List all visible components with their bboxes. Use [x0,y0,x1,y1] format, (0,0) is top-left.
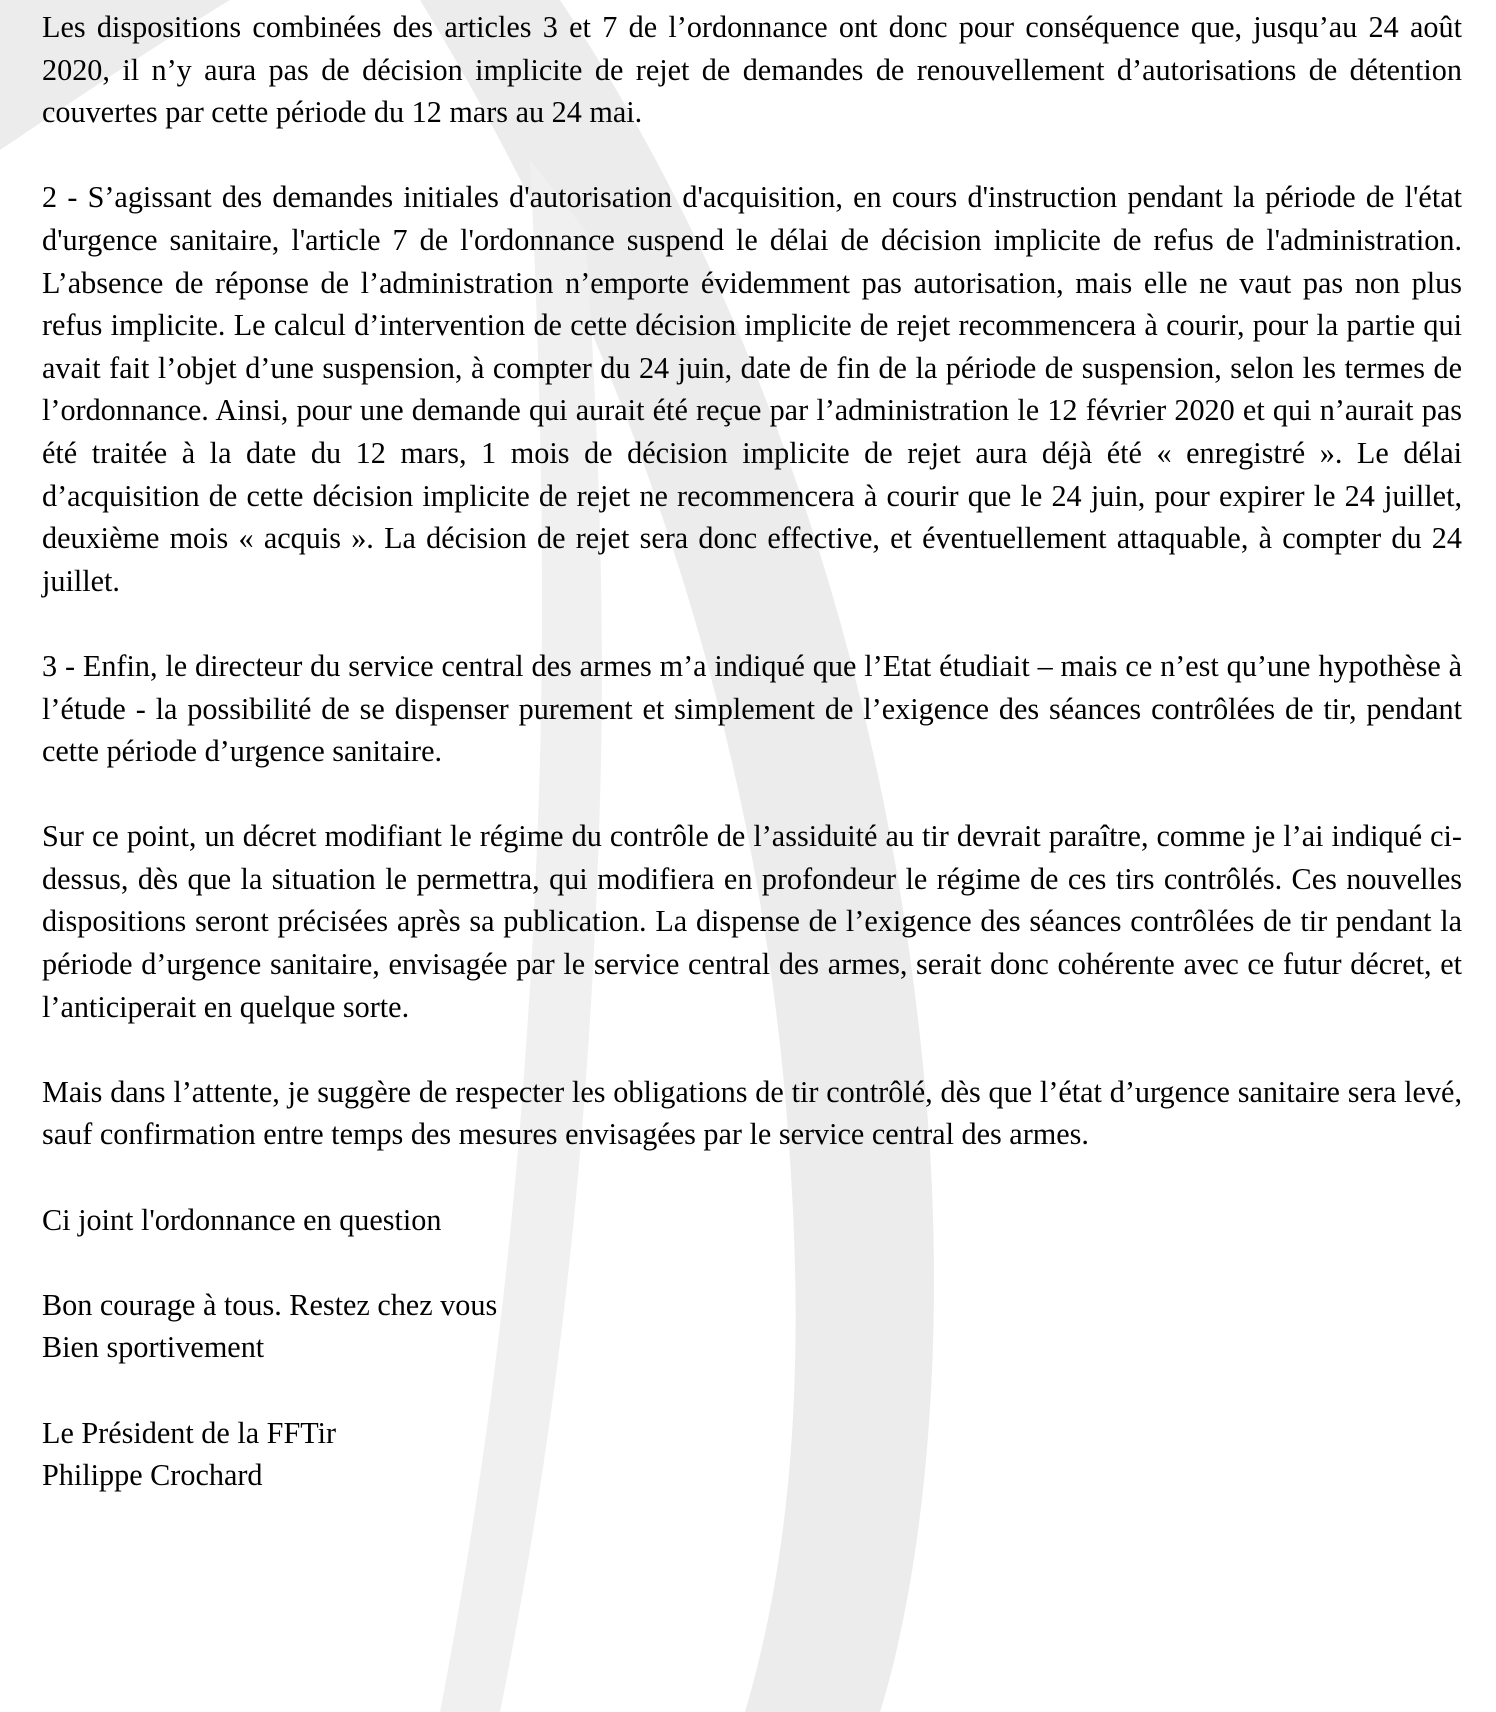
paragraph-attente: Mais dans l’attente, je suggère de respecter les obligations de tir contrôlé, dès que l’état d’urgence sanitaire sera levé, sauf confirmation entre temps des mesures envisagées par le service central des armes. [42,1074,1462,1152]
document-page [42,6,1462,1539]
paragraph-decret: Sur ce point, un décret modifiant le régime du contrôle de l’assiduité au tir devrait paraître, comme je l’ai indiqué ci-dessus, dès que la situation le permettra, qui modifiera en profondeur le régime de ces tirs contrôlés. Ces nouvelles dispositions seront précisées après sa publication. La dispense de l’exigence des séances contrôlées de tir pendant la période d’urgence sanitaire, envisagée par le service central des armes, serait donc cohérente avec ce futur décret, et l’anticiperait en quelque sorte. [42,819,1462,1024]
closing-block [42,1284,1462,1369]
closing-line: Bon courage à tous. Restez chez vous [42,1287,498,1322]
closing-line: Bien sportivement [42,1330,265,1365]
attachment-note: Ci joint l'ordonnance en question [42,1202,442,1237]
signature-name: Philippe Crochard [42,1458,263,1493]
signature-title: Le Président de la FFTir [42,1415,337,1450]
paragraph-point-2: 2 - S’agissant des demandes initiales d'autorisation d'acquisition, en cours d'instruction pendant la période de l'état d'urgence sanitaire, l'article 7 de l'ordonnance suspend le délai de décision implicite de refus de l'administration. L’absence de réponse de l’administration n’emporte évidemment pas autorisation, mais elle ne vaut pas non plus refus implicite. Le calcul d’intervention de cette décision implicite de rejet recommencera à courir, pour la partie qui avait fait l’objet d’une suspension, à compter du 24 juin, date de fin de la période de suspension, selon les termes de l’ordonnance. Ainsi, pour une demande qui aurait été reçue par l’administration le 12 février 2020 et qui n’aurait pas été traitée à la date du 12 mars, 1 mois de décision implicite de rejet aura déjà été « enregistré ». Le délai d’acquisition de cette décision implicite de rejet ne recommencera à courir que le 24 juin, pour expirer le 24 juillet, deuxième mois « acquis ». La décision de rejet sera donc effective, et éventuellement attaquable, à compter du 24 juillet. [42,180,1462,598]
signature-block [42,1412,1462,1497]
paragraph-conclusion-articles: Les dispositions combinées des articles 3 et 7 de l’ordonnance ont donc pour conséquence que, jusqu’au 24 août 2020, il n’y aura pas de décision implicite de rejet de demandes de renouvellement d’autorisations de détention couvertes par cette période du 12 mars au 24 mai. [42,10,1462,130]
paragraph-point-3: 3 - Enfin, le directeur du service central des armes m’a indiqué que l’Etat étudiait – mais ce n’est qu’une hypothèse à l’étude - la possibilité de se dispenser purement et simplement de l’exigence des séances contrôlées de tir, pendant cette période d’urgence sanitaire. [42,648,1462,769]
